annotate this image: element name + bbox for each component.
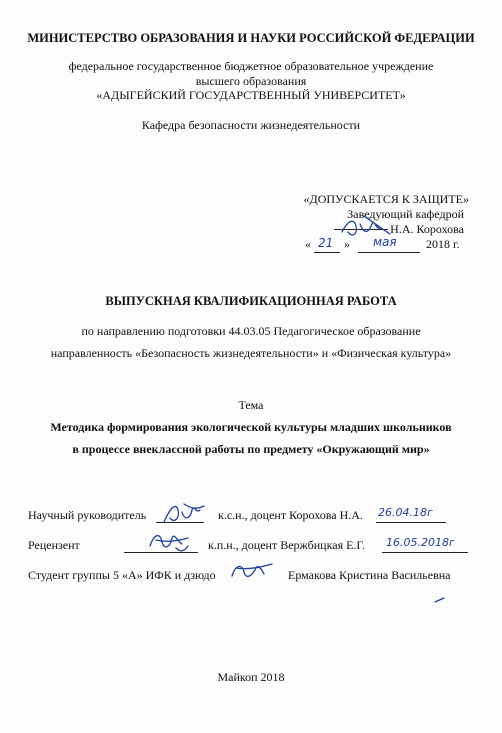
head-of-department-name: Н.А. Корохова <box>390 222 464 236</box>
reviewer-name: к.п.н., доцент Вержбицкая Е.Г. <box>208 538 366 552</box>
student-name: Ермакова Кристина Васильевна <box>288 568 451 582</box>
supervisor-label: Научный руководитель <box>28 508 147 522</box>
supervisor-date: 26.04.18г <box>378 506 433 519</box>
theme-line-1: Методика формирования экологической культуры младших школьников <box>50 420 452 434</box>
approval-month: мая <box>373 235 397 249</box>
direction-line: по направлению подготовки 44.03.05 Педагогическое образование <box>81 324 421 338</box>
reviewer-label: Рецензент <box>28 538 80 552</box>
reviewer-signature <box>146 528 192 558</box>
department-name: Кафедра безопасности жизнедеятельности <box>141 118 361 132</box>
university-name: «АДЫГЕЙСКИЙ ГОСУДАРСТВЕННЫЙ УНИВЕРСИТЕТ» <box>96 88 406 102</box>
approval-day: 21 <box>318 236 334 250</box>
head-of-department-title: Заведующий кафедрой <box>347 207 464 221</box>
student-signature <box>228 558 276 584</box>
institution-line-2: высшего образования <box>195 74 307 88</box>
reviewer-date: 16.05.2018г <box>386 536 455 549</box>
approval-date-open-quote: « <box>305 237 311 251</box>
admitted-to-defense: «ДОПУСКАЕТСЯ К ЗАЩИТЕ» <box>303 192 469 206</box>
city-year: Майкоп 2018 <box>217 670 285 684</box>
supervisor-signature <box>160 498 208 528</box>
theme-line-2: в процессе внеклассной работы по предмету «Окружающий мир» <box>72 442 430 456</box>
approval-month-line <box>358 252 420 253</box>
supervisor-date-line <box>376 522 446 523</box>
supervisor-name: к.с.н., доцент Корохова Н.А. <box>218 508 363 522</box>
approval-date-close-quote: » <box>344 237 350 251</box>
profile-line: направленность «Безопасность жизнедеятельности» и «Физическая культура» <box>50 346 452 360</box>
student-label: Студент группы 5 «А» ИФК и дзюдо <box>28 568 216 582</box>
work-type-title: ВЫПУСКНАЯ КВАЛИФИКАЦИОННАЯ РАБОТА <box>105 294 397 308</box>
pen-mark <box>434 596 446 604</box>
theme-label: Тема <box>238 398 264 412</box>
ministry-title: МИНИСТЕРСТВО ОБРАЗОВАНИЯ И НАУКИ РОССИЙСКОЙ ФЕДЕРАЦИИ <box>27 31 475 45</box>
approval-year: 2018 г. <box>426 237 460 251</box>
approval-day-line <box>314 252 340 253</box>
institution-line-1: федеральное государственное бюджетное образовательное учреждение <box>68 59 434 73</box>
reviewer-date-line <box>382 552 468 553</box>
